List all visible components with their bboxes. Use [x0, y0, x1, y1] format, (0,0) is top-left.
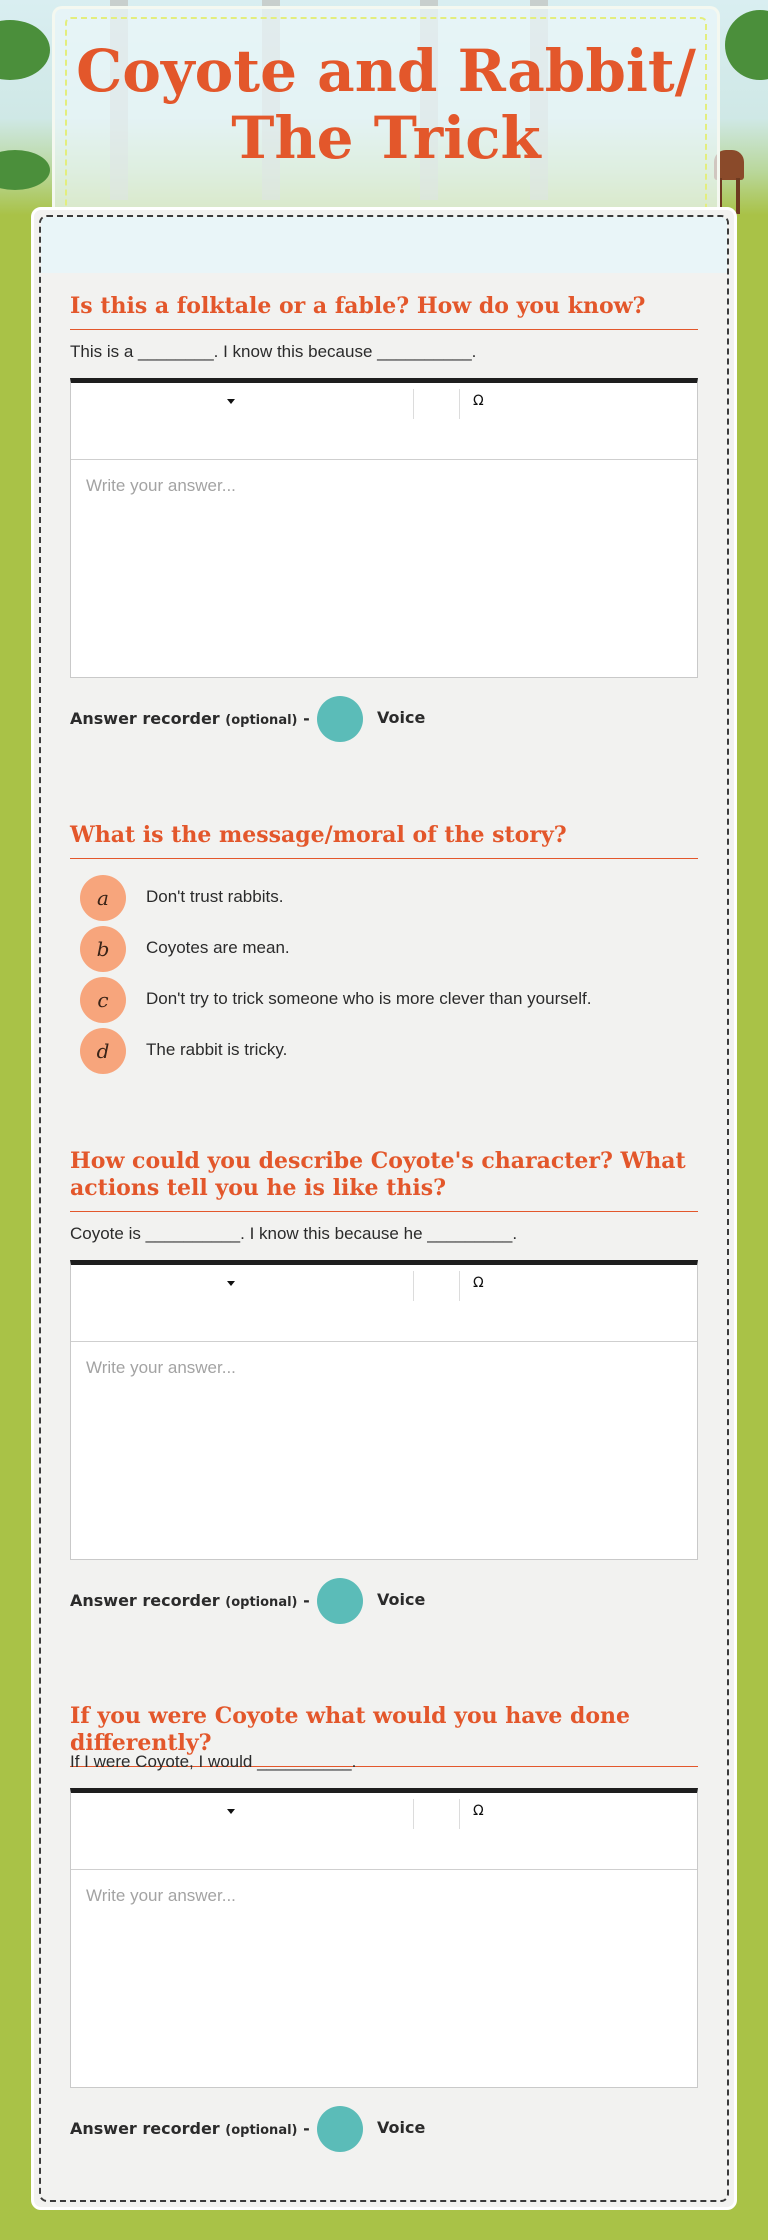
toolbar-divider [413, 1799, 414, 1829]
special-character-button[interactable]: Ω [473, 393, 484, 409]
record-voice-button[interactable] [317, 696, 363, 742]
editor-toolbar [71, 1793, 697, 1870]
question-1-answer-input[interactable] [71, 460, 697, 676]
question-1-title: Is this a folktale or a fable? How do you know? [70, 293, 698, 330]
recorder-label: Answer recorder (optional) - [70, 709, 310, 728]
page-title-text: Coyote and Rabbit/ The Trick [76, 37, 696, 172]
editor-toolbar [71, 383, 697, 460]
caret-down-icon [227, 1809, 235, 1814]
question-3-editor [70, 1260, 698, 1560]
tree-foliage [0, 20, 50, 80]
tree-foliage [725, 10, 768, 80]
format-dropdown[interactable] [71, 1793, 409, 1833]
choice-letter: d [80, 1028, 126, 1074]
question-4-answer-input[interactable] [71, 1870, 697, 2086]
recorder-label: Answer recorder (optional) - [70, 1591, 310, 1610]
choice-b[interactable] [80, 926, 680, 972]
question-1-prompt: This is a ________. I know this because __________. [70, 342, 477, 361]
special-character-button[interactable]: Ω [473, 1275, 484, 1291]
special-character-button[interactable]: Ω [473, 1803, 484, 1819]
question-4-answer-recorder [70, 2106, 470, 2154]
question-4-prompt: If I were Coyote, I would __________. [70, 1752, 357, 1771]
record-voice-button[interactable] [317, 2106, 363, 2152]
question-3-answer-recorder [70, 1578, 470, 1626]
choice-text: The rabbit is tricky. [146, 1040, 288, 1059]
format-dropdown[interactable] [71, 383, 409, 423]
toolbar-divider [413, 1271, 414, 1301]
question-2-title: What is the message/moral of the story? [70, 822, 698, 859]
question-4-editor [70, 1788, 698, 2088]
question-3-answer-input[interactable] [71, 1342, 697, 1558]
question-3-title: How could you describe Coyote's character? What actions tell you he is like this? [70, 1148, 698, 1212]
record-voice-button[interactable] [317, 1578, 363, 1624]
editor-toolbar [71, 1265, 697, 1342]
choice-d[interactable] [80, 1028, 680, 1074]
format-dropdown[interactable] [71, 1265, 409, 1305]
choice-c[interactable] [80, 977, 680, 1023]
page-title [52, 38, 720, 172]
choice-text: Don't trust rabbits. [146, 887, 284, 906]
choice-letter: b [80, 926, 126, 972]
question-1-answer-recorder [70, 696, 470, 744]
choice-text: Coyotes are mean. [146, 938, 290, 957]
voice-label: Voice [377, 1590, 426, 1609]
deer-leg [736, 178, 740, 214]
toolbar-divider [459, 389, 460, 419]
intro-band [41, 217, 727, 273]
choice-letter: a [80, 875, 126, 921]
toolbar-divider [459, 1271, 460, 1301]
voice-label: Voice [377, 2118, 426, 2137]
caret-down-icon [227, 1281, 235, 1286]
toolbar-divider [459, 1799, 460, 1829]
caret-down-icon [227, 399, 235, 404]
choice-text: Don't try to trick someone who is more clever than yourself. [146, 989, 592, 1008]
question-1-editor [70, 378, 698, 678]
choice-a[interactable] [80, 875, 680, 921]
voice-label: Voice [377, 708, 426, 727]
bush [0, 150, 50, 190]
question-3-prompt: Coyote is __________. I know this because he _________. [70, 1224, 518, 1243]
recorder-label: Answer recorder (optional) - [70, 2119, 310, 2138]
choice-letter: c [80, 977, 126, 1023]
toolbar-divider [413, 389, 414, 419]
question-4-title: If you were Coyote what would you have done differently? [70, 1703, 698, 1767]
